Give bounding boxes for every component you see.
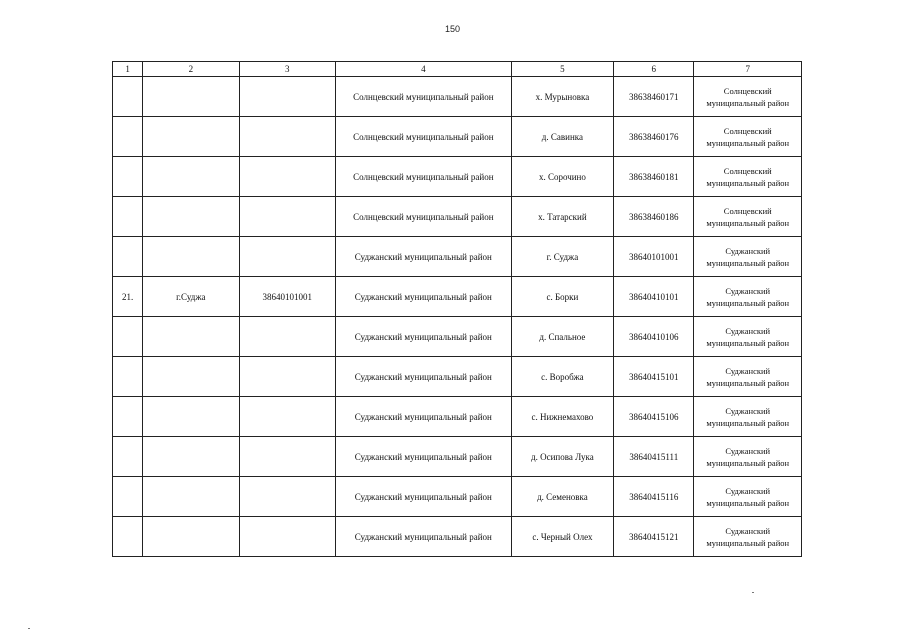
district-cell: Суджанский муниципальный район	[335, 357, 511, 397]
row-number-cell	[113, 437, 143, 477]
column-header-4: 4	[335, 62, 511, 77]
settlement-code-cell: 38638460176	[614, 117, 694, 157]
column-header-7: 7	[694, 62, 802, 77]
settlement-code-cell: 38640410101	[614, 277, 694, 317]
table-row	[113, 237, 802, 277]
town-code-cell	[239, 477, 335, 517]
row-number-cell	[113, 517, 143, 557]
column-header-2: 2	[143, 62, 239, 77]
town-code-cell: 38640101001	[239, 277, 335, 317]
municipality-cell: Солнцевский муниципальный район	[694, 117, 802, 157]
town-code-cell	[239, 237, 335, 277]
municipality-cell: Суджанский муниципальный район	[694, 317, 802, 357]
table-row	[113, 117, 802, 157]
district-cell: Суджанский муниципальный район	[335, 517, 511, 557]
row-number-cell	[113, 397, 143, 437]
municipality-cell: Солнцевский муниципальный район	[694, 197, 802, 237]
district-cell: Солнцевский муниципальный район	[335, 157, 511, 197]
town-name-cell	[143, 317, 239, 357]
municipality-cell: Суджанский муниципальный район	[694, 277, 802, 317]
row-number-cell	[113, 157, 143, 197]
district-cell: Суджанский муниципальный район	[335, 237, 511, 277]
settlement-cell: г. Суджа	[511, 237, 613, 277]
municipality-cell: Суджанский муниципальный район	[694, 357, 802, 397]
table-body	[113, 77, 802, 557]
town-name-cell: г.Суджа	[143, 277, 239, 317]
column-header-6: 6	[614, 62, 694, 77]
settlement-cell: х. Сорочино	[511, 157, 613, 197]
district-cell: Суджанский муниципальный район	[335, 277, 511, 317]
table-row	[113, 317, 802, 357]
settlement-code-cell: 38638460181	[614, 157, 694, 197]
row-number-cell	[113, 117, 143, 157]
town-code-cell	[239, 317, 335, 357]
town-code-cell	[239, 117, 335, 157]
table-row	[113, 277, 802, 317]
settlement-cell: с. Воробжа	[511, 357, 613, 397]
town-name-cell	[143, 397, 239, 437]
district-cell: Суджанский муниципальный район	[335, 397, 511, 437]
row-number-cell	[113, 77, 143, 117]
town-name-cell	[143, 77, 239, 117]
municipality-cell: Суджанский муниципальный район	[694, 237, 802, 277]
municipality-cell: Солнцевский муниципальный район	[694, 77, 802, 117]
row-number-cell	[113, 197, 143, 237]
settlement-cell: с. Борки	[511, 277, 613, 317]
settlement-code-cell: 38640415101	[614, 357, 694, 397]
table-row	[113, 357, 802, 397]
row-number-cell	[113, 317, 143, 357]
settlement-cell: д. Семеновка	[511, 477, 613, 517]
settlement-code-cell: 38640410106	[614, 317, 694, 357]
table-row	[113, 197, 802, 237]
municipality-cell: Суджанский муниципальный район	[694, 397, 802, 437]
settlement-code-cell: 38640415106	[614, 397, 694, 437]
district-cell: Солнцевский муниципальный район	[335, 197, 511, 237]
header-row	[113, 62, 802, 77]
table-row	[113, 77, 802, 117]
table-row	[113, 157, 802, 197]
municipality-cell: Суджанский муниципальный район	[694, 437, 802, 477]
table-row	[113, 437, 802, 477]
district-cell: Суджанский муниципальный район	[335, 437, 511, 477]
district-cell: Суджанский муниципальный район	[335, 317, 511, 357]
settlement-code-cell: 38640415111	[614, 437, 694, 477]
table-row	[113, 517, 802, 557]
column-header-3: 3	[239, 62, 335, 77]
settlement-cell: х. Татарский	[511, 197, 613, 237]
page-number: 150	[444, 24, 461, 34]
municipality-cell: Суджанский муниципальный район	[694, 477, 802, 517]
town-name-cell	[143, 197, 239, 237]
column-header-1: 1	[113, 62, 143, 77]
scan-speck	[752, 592, 754, 593]
town-code-cell	[239, 157, 335, 197]
municipality-cell: Солнцевский муниципальный район	[694, 157, 802, 197]
table-row	[113, 477, 802, 517]
settlement-code-cell: 38638460186	[614, 197, 694, 237]
town-code-cell	[239, 397, 335, 437]
settlements-table	[112, 61, 802, 557]
column-header-5: 5	[511, 62, 613, 77]
row-number-cell: 21.	[113, 277, 143, 317]
table-row	[113, 397, 802, 437]
town-code-cell	[239, 357, 335, 397]
settlement-code-cell: 38640415116	[614, 477, 694, 517]
municipality-cell: Суджанский муниципальный район	[694, 517, 802, 557]
table-header	[113, 62, 802, 77]
settlement-code-cell: 38640415121	[614, 517, 694, 557]
settlement-cell: д. Осипова Лука	[511, 437, 613, 477]
settlement-cell: с. Черный Олех	[511, 517, 613, 557]
settlement-cell: х. Мурыновка	[511, 77, 613, 117]
settlement-code-cell: 38638460171	[614, 77, 694, 117]
settlement-code-cell: 38640101001	[614, 237, 694, 277]
district-cell: Суджанский муниципальный район	[335, 477, 511, 517]
settlement-cell: д. Спальное	[511, 317, 613, 357]
row-number-cell	[113, 357, 143, 397]
town-code-cell	[239, 517, 335, 557]
town-name-cell	[143, 117, 239, 157]
town-code-cell	[239, 437, 335, 477]
settlement-cell: д. Савинка	[511, 117, 613, 157]
row-number-cell	[113, 477, 143, 517]
district-cell: Солнцевский муниципальный район	[335, 117, 511, 157]
row-number-cell	[113, 237, 143, 277]
town-name-cell	[143, 477, 239, 517]
town-name-cell	[143, 237, 239, 277]
town-name-cell	[143, 357, 239, 397]
town-name-cell	[143, 517, 239, 557]
town-code-cell	[239, 77, 335, 117]
town-name-cell	[143, 157, 239, 197]
town-code-cell	[239, 197, 335, 237]
town-name-cell	[143, 437, 239, 477]
district-cell: Солнцевский муниципальный район	[335, 77, 511, 117]
settlement-cell: с. Нижнемахово	[511, 397, 613, 437]
scan-speck	[28, 628, 30, 629]
